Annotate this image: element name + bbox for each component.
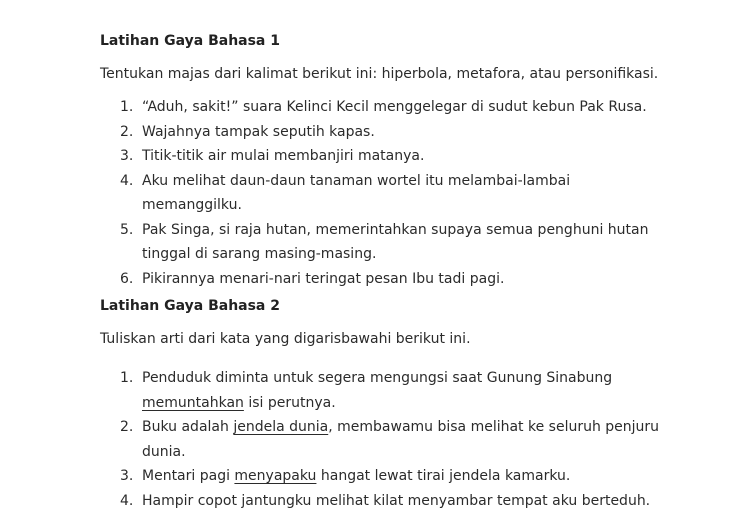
list-item	[100, 366, 660, 415]
item-number: 1.	[120, 366, 133, 391]
item-number: 4.	[120, 169, 133, 194]
section-2-title: Latihan Gaya Bahasa 2	[100, 298, 280, 314]
item-text-before: Mentari pagi	[142, 468, 234, 484]
list-item	[100, 464, 660, 489]
item-number: 5.	[120, 218, 133, 243]
list-item	[100, 95, 660, 120]
item-text-after: , membawamu bisa melihat ke seluruh penjuru	[328, 419, 659, 435]
item-text-line-2: tinggal di sarang masing-masing.	[142, 246, 376, 262]
item-number: 4.	[120, 489, 133, 513]
list-item	[100, 169, 660, 218]
underlined-word: memuntahkan	[142, 395, 244, 411]
item-number: 1.	[120, 95, 133, 120]
item-text-after: hangat lewat tirai jendela kamarku.	[316, 468, 570, 484]
item-number: 2.	[120, 415, 133, 440]
list-item	[100, 218, 660, 267]
list-item	[100, 144, 660, 169]
item-number: 6.	[120, 267, 133, 292]
item-text: Pikirannya menari-nari teringat pesan Ibu tadi pagi.	[142, 271, 504, 287]
item-number: 3.	[120, 464, 133, 489]
underlined-word: jendela dunia	[233, 419, 328, 435]
section-1-list	[100, 95, 660, 291]
list-item	[100, 120, 660, 145]
item-text-before: Penduduk diminta untuk segera mengungsi saat Gunung Sinabung	[142, 370, 612, 386]
section-2-instruction: Tuliskan arti dari kata yang digarisbawahi berikut ini.	[100, 331, 471, 347]
item-text-line-2: dunia.	[142, 444, 186, 460]
section-1-instruction: Tentukan majas dari kalimat berikut ini: hiperbola, metafora, atau personifikasi.	[100, 66, 658, 82]
item-text: Hampir copot jantungku melihat kilat menyambar tempat aku berteduh.	[142, 493, 650, 509]
item-text-line-1: Pak Singa, si raja hutan, memerintahkan supaya semua penghuni hutan	[142, 222, 648, 238]
item-text-after: isi perutnya.	[244, 395, 336, 411]
underlined-word: menyapaku	[234, 468, 316, 484]
list-item	[100, 415, 660, 464]
section-2-list	[100, 366, 660, 513]
list-item	[100, 267, 660, 292]
section-1-title: Latihan Gaya Bahasa 1	[100, 33, 280, 49]
item-text: Titik-titik air mulai membanjiri matanya.	[142, 148, 424, 164]
item-text: Wajahnya tampak seputih kapas.	[142, 124, 375, 140]
item-number: 3.	[120, 144, 133, 169]
item-number: 2.	[120, 120, 133, 145]
item-text: “Aduh, sakit!” suara Kelinci Kecil menggelegar di sudut kebun Pak Rusa.	[142, 99, 647, 115]
item-text-before: Buku adalah	[142, 419, 233, 435]
item-text: Aku melihat daun-daun tanaman wortel itu melambai-lambai memanggilku.	[142, 173, 570, 214]
list-item	[100, 489, 660, 513]
